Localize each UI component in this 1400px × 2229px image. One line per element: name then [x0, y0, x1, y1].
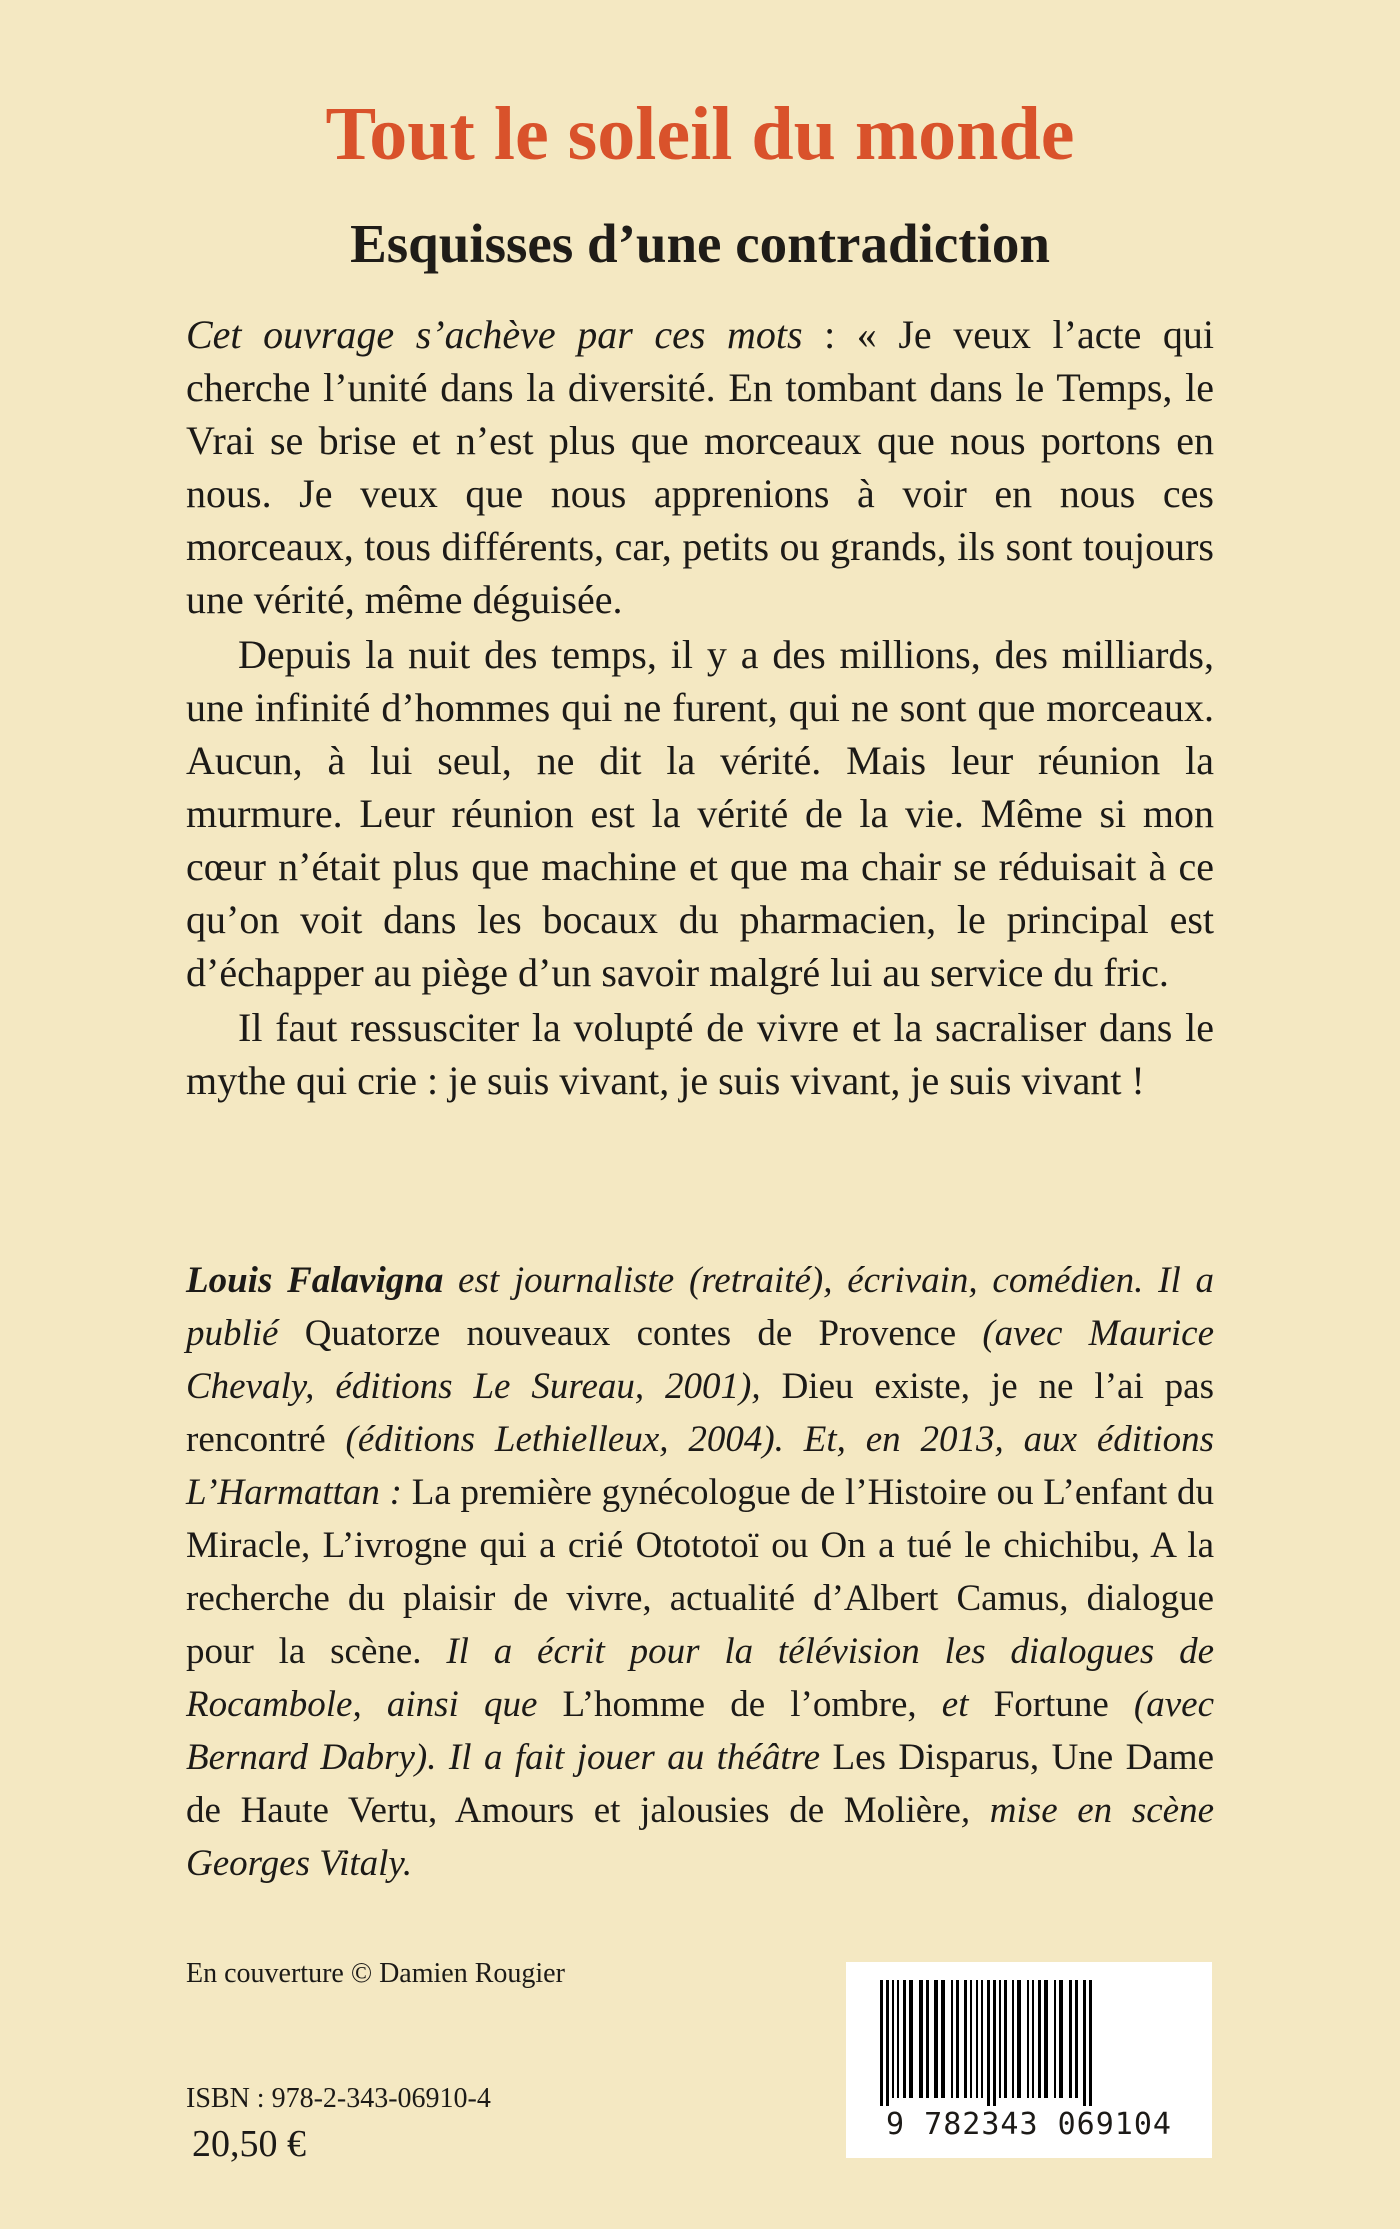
blurb-intro: Cet ouvrage s’achève par ces mots — [186, 312, 803, 357]
book-title: Tout le soleil du monde — [325, 92, 1075, 176]
barcode-bar — [926, 1980, 929, 2098]
barcode-bar — [919, 1980, 923, 2098]
back-cover-blurb — [186, 308, 1214, 1107]
barcode-bar — [976, 1980, 978, 2098]
bio-text-5: et — [916, 1684, 994, 1725]
bio-text-2: (avec Maurice Chevaly, éditions Le Sureau, 2001), — [186, 1313, 1214, 1407]
barcode-bar — [1089, 1980, 1092, 2106]
bio-text-7: , mise en scène Georges Vitaly. — [186, 1790, 1214, 1884]
price: 20,50 € — [192, 2123, 306, 2165]
barcode-bar — [892, 1980, 894, 2098]
bio-text-3: (éditions Lethielleux, 2004). Et, en 2013, aux éditions L’Harmattan : — [186, 1419, 1214, 1513]
barcode-bar — [951, 1980, 953, 2098]
barcode-bar — [1032, 1980, 1034, 2098]
barcode-bar — [1075, 1980, 1078, 2098]
blurb-quote-start: : « Je veux l’acte qui cherche l’unité dans la diversité. En tombant dans le Temps, le Vrai se brise et n’est plus que morceaux que nous portons en nous. Je veux que nous apprenions à voir en nous ces morceaux, tous différents, car, petits ou grands, ils sont toujours une vérité, même déguisée. — [186, 312, 1214, 622]
barcode-bar — [999, 1980, 1001, 2098]
bio-books-harmattan: La première gynécologue de l’Histoire ou L’enfant du Miracle, L’ivrogne qui a crié Otototoï ou On a tué le chichibu, A la recherche du plaisir de vivre, actualité d’Albert Camus, dialogue pour la scène. — [186, 1472, 1214, 1672]
barcode-bar — [1012, 1980, 1014, 2098]
bio-text-4: Il a écrit pour la télévision les dialogues de Rocambole, ainsi que — [186, 1631, 1214, 1725]
barcode-bar — [880, 1980, 883, 2106]
bio-book-1: Quatorze nouveaux contes de Provence — [304, 1313, 957, 1354]
blurb-paragraph-1 — [186, 308, 1214, 626]
barcode-bar — [964, 1980, 967, 2098]
barcode-bar — [987, 1980, 990, 2106]
barcode-bar — [886, 1980, 889, 2106]
book-subtitle: Esquisses d’une contradiction — [350, 213, 1050, 274]
barcode-bar — [1038, 1980, 1041, 2098]
barcode-bar — [981, 1980, 983, 2098]
bio-plays: Les Disparus, Une Dame de Haute Vertu, Amours et jalousies de Molière — [186, 1737, 1214, 1831]
barcode-bar — [1017, 1980, 1021, 2098]
cover-credit: En couverture © Damien Rougier — [186, 1958, 565, 1989]
author-name: Louis Falavigna — [186, 1260, 444, 1301]
barcode-bar — [909, 1980, 913, 2098]
barcode-bar — [993, 1980, 996, 2106]
barcode-bar — [1044, 1980, 1048, 2098]
barcode-bar — [1054, 1980, 1056, 2098]
author-bio — [186, 1254, 1214, 1890]
barcode-bar — [956, 1980, 959, 2098]
barcode-bar — [1069, 1980, 1072, 2098]
bio-tv-1: L’homme de l’ombre, — [562, 1684, 917, 1725]
barcode-digits: 9 782343 069104 — [886, 2107, 1172, 2142]
bio-text-6: (avec Bernard Dabry). Il a fait jouer au théâtre — [186, 1684, 1215, 1778]
barcode-bar — [934, 1980, 938, 2098]
bio-book-2: Dieu existe, je ne l’ai pas rencontré — [186, 1366, 1214, 1460]
barcode-bar — [941, 1980, 945, 2098]
blurb-paragraph-3: Il faut ressusciter la volupté de vivre et la sacraliser dans le mythe qui crie : je suis vivant, je suis vivant, je suis vivant ! — [186, 1005, 1214, 1103]
barcode-bar — [1059, 1980, 1063, 2098]
bio-tv-2: Fortune — [993, 1684, 1109, 1725]
barcode-bar — [897, 1980, 899, 2098]
barcode-bar — [1004, 1980, 1007, 2098]
barcode-bar — [903, 1980, 906, 2098]
blurb-paragraph-2: Depuis la nuit des temps, il y a des millions, des milliards, une infinité d’hommes qui ne furent, qui ne sont que morceaux. Aucun, à lui seul, ne dit la vérité. Mais leur réunion la murmure. Leur réunion est la vérité de la vie. Même si mon cœur n’était plus que machine et que ma chair se réduisait à ce qu’on voit dans les bocaux du pharmacien, le principal est d’échapper au piège d’un savoir malgré lui au service du fric. — [186, 632, 1214, 995]
isbn: ISBN : 978-2-343-06910-4 — [186, 2083, 491, 2114]
barcode — [846, 1962, 1212, 2158]
barcode-bar — [970, 1980, 972, 2098]
bio-text-1: est journaliste (retraité), écrivain, comédien. Il a publié — [186, 1260, 1214, 1354]
barcode-bar — [1027, 1980, 1029, 2098]
author-bio-paragraph — [186, 1254, 1214, 1890]
barcode-bar — [1083, 1980, 1086, 2106]
barcode-bars — [876, 1980, 1182, 2106]
